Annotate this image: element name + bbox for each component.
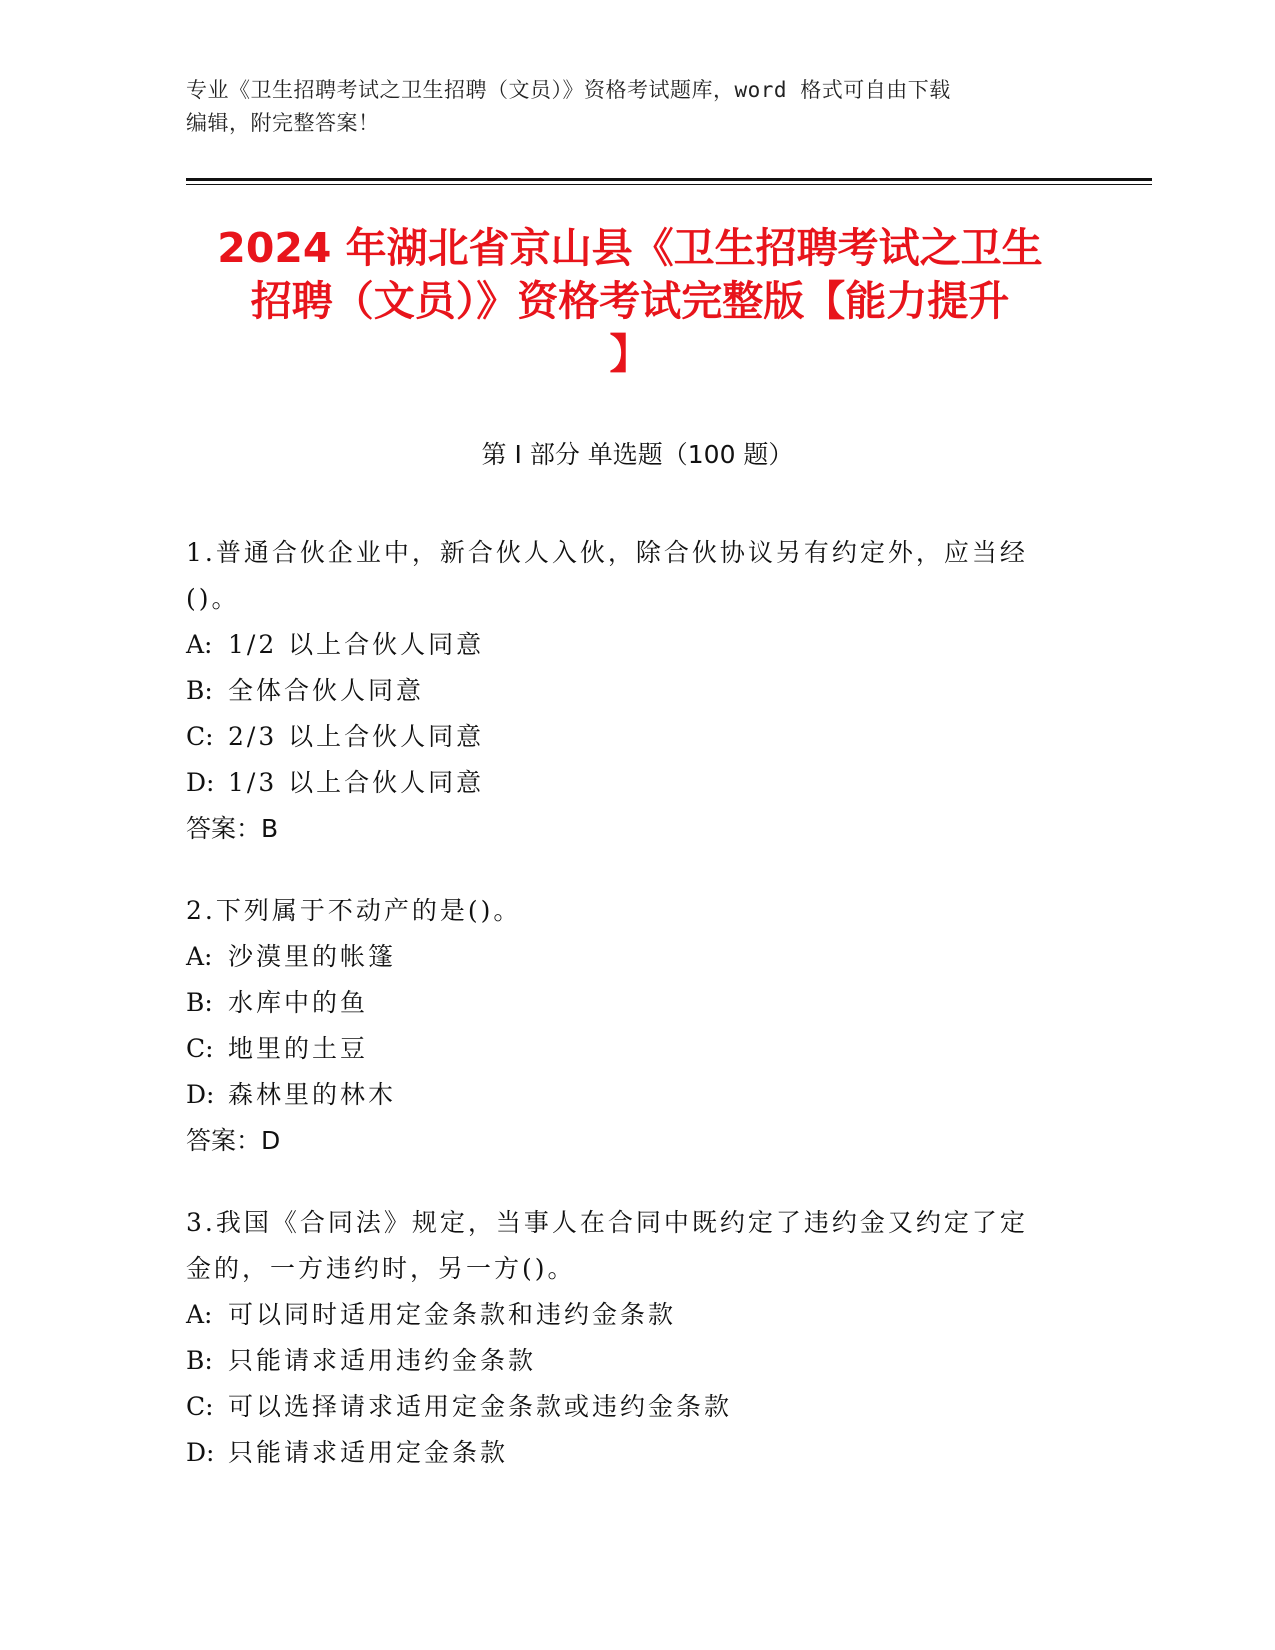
option-c bbox=[186, 1026, 1066, 1072]
question-list bbox=[186, 530, 1066, 1512]
option-letter: A: bbox=[186, 942, 213, 971]
option-letter: A: bbox=[186, 630, 213, 659]
document-title bbox=[170, 222, 1090, 381]
option-letter: C: bbox=[186, 1034, 214, 1063]
option-b bbox=[186, 980, 1066, 1026]
option-a bbox=[186, 934, 1066, 980]
option-text: 只能请求适用定金条款 bbox=[228, 1438, 509, 1467]
header-divider-thick bbox=[186, 178, 1152, 181]
option-a bbox=[186, 622, 1066, 668]
header-note-line-2: 编辑，附完整答案！ bbox=[186, 111, 380, 135]
document-title-line-3: 】 bbox=[609, 330, 651, 378]
option-a bbox=[186, 1292, 1066, 1338]
option-b bbox=[186, 668, 1066, 714]
option-text: 可以同时适用定金条款和违约金条款 bbox=[228, 1300, 677, 1329]
answer-key: 答案：B bbox=[186, 814, 279, 843]
option-text: 全体合伙人同意 bbox=[228, 676, 425, 705]
section-heading: 第 I 部分 单选题（100 题） bbox=[481, 440, 794, 469]
option-letter: C: bbox=[186, 722, 214, 751]
option-letter: D: bbox=[186, 1438, 215, 1467]
option-text: 1/3 以上合伙人同意 bbox=[228, 768, 485, 797]
option-text: 2/3 以上合伙人同意 bbox=[228, 722, 485, 751]
question-stem: 1.普通合伙企业中，新合伙人入伙，除合伙协议另有约定外，应当经 bbox=[186, 538, 1028, 567]
question-3 bbox=[186, 1200, 1066, 1476]
option-letter: B: bbox=[186, 988, 213, 1017]
option-text: 1/2 以上合伙人同意 bbox=[228, 630, 485, 659]
option-text: 森林里的林木 bbox=[228, 1080, 397, 1109]
option-c bbox=[186, 1384, 1066, 1430]
option-letter: B: bbox=[186, 676, 213, 705]
document-title-line-1: 2024 年湖北省京山县《卫生招聘考试之卫生 bbox=[217, 224, 1043, 272]
header-note-line-1: 专业《卫生招聘考试之卫生招聘（文员）》资格考试题库，word 格式可自由下载 bbox=[186, 78, 951, 102]
option-text: 可以选择请求适用定金条款或违约金条款 bbox=[228, 1392, 733, 1421]
option-text: 地里的土豆 bbox=[228, 1034, 369, 1063]
question-1 bbox=[186, 530, 1066, 852]
question-2 bbox=[186, 888, 1066, 1164]
option-letter: D: bbox=[186, 1080, 215, 1109]
option-letter: B: bbox=[186, 1346, 213, 1375]
answer-key: 答案：D bbox=[186, 1126, 281, 1155]
question-stem-continued: ()。 bbox=[186, 584, 240, 613]
option-letter: A: bbox=[186, 1300, 213, 1329]
option-text: 只能请求适用违约金条款 bbox=[228, 1346, 537, 1375]
question-stem: 2.下列属于不动产的是()。 bbox=[186, 896, 522, 925]
header-divider-thin bbox=[186, 184, 1152, 185]
question-stem-continued: 金的，一方违约时，另一方()。 bbox=[186, 1254, 576, 1283]
header-note bbox=[186, 74, 1066, 140]
option-text: 沙漠里的帐篷 bbox=[228, 942, 397, 971]
option-letter: D: bbox=[186, 768, 215, 797]
option-letter: C: bbox=[186, 1392, 214, 1421]
option-text: 水库中的鱼 bbox=[228, 988, 369, 1017]
option-d bbox=[186, 1430, 1066, 1476]
option-d bbox=[186, 760, 1066, 806]
option-c bbox=[186, 714, 1066, 760]
option-d bbox=[186, 1072, 1066, 1118]
option-b bbox=[186, 1338, 1066, 1384]
question-stem: 3.我国《合同法》规定，当事人在合同中既约定了违约金又约定了定 bbox=[186, 1208, 1028, 1237]
document-title-line-2: 招聘（文员）》资格考试完整版【能力提升 bbox=[250, 277, 1010, 325]
